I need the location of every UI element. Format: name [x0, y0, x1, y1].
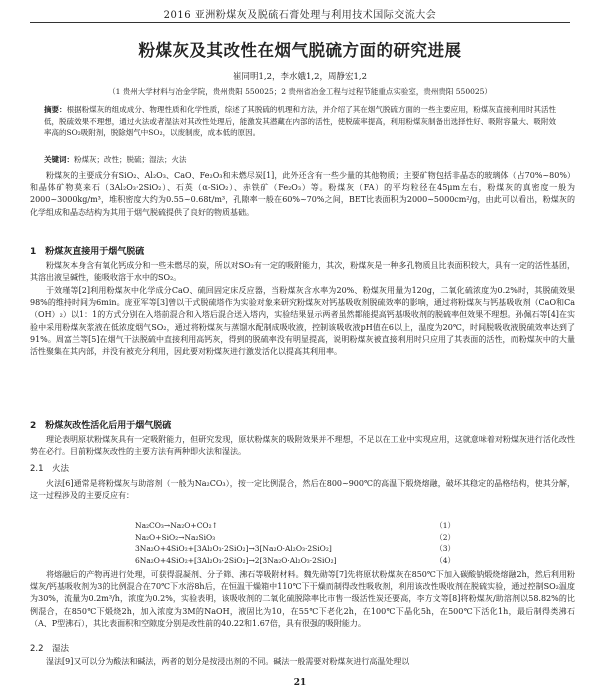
subsection-2-2-heading: 2.2 湿法 [30, 644, 70, 654]
equation: Na₂O+SiO₂→Na₂SiO₃ [135, 532, 216, 542]
equation-row [135, 543, 455, 555]
abstract [44, 104, 556, 139]
equation-number: （1） [435, 521, 455, 531]
equation-number: （4） [435, 556, 455, 566]
section-1-heading: 1 粉煤灰直接用于烟气脱硫 [30, 247, 145, 257]
equation-row [135, 520, 455, 532]
subsection-2-1-heading: 2.1 火法 [30, 464, 70, 474]
section-1-paragraph-2: 于效瑾等[2]利用粉煤灰中化学成分CaO、硫回固定床反应器，当粉煤灰含水率为20%、粉煤灰用量为120g，二氧化硫浓度为0.2%时，其脱硫效果98%的维持时间为6min。庞亚军等[3]曾以干式脱硫塔作为实验对象来研究粉煤灰对钙基吸收剂脱硫效率的影响，通过将粉煤灰与钙基吸收剂（CaO和Ca（OH）₂）以1：1的方式分别在入塔前混合和入塔后混合送入塔内，实验结果显示两者虽然都能提高钙基吸收剂的脱硫率但效果不理想。孙佩石等[4]在实验中采用粉煤灰浆液在低浓度烟气SO₂，通过将粉煤灰与蒸馏水配制成吸收液，控制该吸收液pH值在6以上，温度为20℃，时间脱吸收液脱硫效率达到了91%。周富兰等[5]在烟气干法脱硫中直接利用高钙灰，得到的脱硫率没有明显提高，说明粉煤灰被直接利用时只应用了其表面的活性，而粉煤灰中的大量活性聚集在其内部，并没有被充分利用，因此要对粉煤灰进行激发活化以提高其利用率。 [30, 286, 575, 357]
keywords-text: 粉煤灰；改性；脱硫；湿法；火法 [74, 155, 187, 164]
section-2-paragraph-1: 理论表明原状粉煤灰具有一定吸附能力，但研究发现，原状粉煤灰的吸附效果并不理想，不足以在工业中实现应用，这就意味着对粉煤灰进行活化改性势在必行。目前粉煤灰改性的主要方法有两种即火法和湿法。 [30, 435, 575, 457]
abstract-text: 根据粉煤灰的组成成分、物理性质和化学性质，综述了其脱硫的机理和方法，并介绍了其在烟气脱硫方面的一些主要应用，粉煤灰直接利用时其活性低，脱硫效果不理想，通过火法或者湿法对其改性处理后，能激发其潜藏在内部的活性，使脱硫率提高，利用粉煤灰制备出选择性好、吸附容量大、吸附效率高的SO₂吸附剂，脱除烟气中SO₂，以废制废，成本低的原因。 [44, 105, 557, 137]
paper-title: 粉煤灰及其改性在烟气脱硫方面的研究进展 [138, 41, 462, 60]
keywords [44, 154, 556, 165]
equation-row [135, 555, 455, 567]
section-2-heading: 2 粉煤灰改性活化后用于烟气脱硫 [30, 421, 172, 431]
intro-paragraph: 粉煤灰的主要成分有SiO₂、Al₂O₃、CaO、Fe₂O₃和未燃尽炭[1]，此外还含有一些少量的其他物质；主要矿物包括非晶态的玻璃体（占70%~80%）和晶体矿物莫来石（3Al₂O₃·2SiO₂）、石英（α-SiO₂）、赤铁矿（Fe₂O₃）等。粉煤灰（FA）的平均粒径在45μm左右，粉煤灰的真密度一般为2000~3000kg/m³，堆积密度大约为0.55~0.68t/m³，孔隙率一般在60%~70%之间，BET比表面积为2000~5000cm²/g，由此可以看出，粉煤灰的化学组成和晶态结构为其用于烟气脱硫提供了良好的物质基础。 [30, 171, 575, 217]
equation-number: （2） [435, 532, 455, 542]
subsection-2-2-paragraph-1: 湿法[9]又可以分为酸法和碱法，两者的划分是按浸出剂的不同。碱法一般需要对粉煤灰进行高温处理以 [46, 657, 410, 666]
equation-row [135, 532, 455, 544]
keywords-label: 关键词： [44, 155, 74, 164]
page-number: 21 [293, 678, 307, 688]
subsection-2-1-paragraph-2: 将熔融后的产物再进行处理，可获得混凝剂、分子筛、沸石等吸附材料。魏先勋等[7]先将原状粉煤灰在850℃下加入碳酸钠煅烧熔融2h，然后利用粉煤灰/钙基吸收剂为3的比例混合在70℃下水浴8h后，在恒温干燥箱中110℃下干燥而制得改性吸收剂，利用该改性吸收剂在脱硫实验，通过控制SO₂温度为30%，流量为0.2m³/h，浓度为0.2%，实验表明，该吸收剂的二氧化硫脱除率比市售一级活性炭还要高，李方文等[8]将粉煤灰/助溶剂以58.82%的比例混合，在850℃下煅烧2h，加入浓度为3M的NaOH，液固比为10，在55℃下老化2h，在100℃下晶化5h，在500℃下活化1h，最后制得类沸石（A、P型沸石），其比表面积和空隙度分别是改性前的40.22和1.67倍，具有很强的吸附能力。 [30, 570, 575, 628]
affiliation: （1 贵州大学材料与冶金学院，贵州贵阳 550025；2 贵州省冶金工程与过程节能重点实验室，贵州贵阳 550025） [108, 87, 492, 96]
subsection-2-1-paragraph-1: 火法[6]通常是将粉煤灰与助溶剂（一般为Na₂CO₃），按一定比例混合，然后在800~900℃的高温下煅烧熔融，破坏其稳定的晶格结构，使其分解，这一过程涉及的主要反应有： [30, 479, 575, 501]
equation: 3Na₂O+4SiO₂+[3Al₂O₃·2SiO₂]→3[Na₂O·Al₂O₃·2SiO₂] [135, 544, 332, 554]
header-rule [30, 22, 570, 23]
equation: 6Na₂O+4SiO₂+[3Al₂O₃·2SiO₂]→2[3Na₂O·Al₂O₃·2SiO₂] [135, 556, 337, 566]
running-header: 2016 亚洲粉煤灰及脱硫石膏处理与利用技术国际交流大会 [163, 10, 437, 21]
authors: 崔同明1,2，李水娥1,2，周静宏1,2 [232, 72, 368, 82]
abstract-label: 摘要： [44, 105, 67, 114]
equation-number: （3） [435, 544, 455, 554]
section-1-paragraph-1: 粉煤灰本身含有氧化钙成分和一些未燃尽的炭，所以对SO₂有一定的吸附能力，其次，粉煤灰是一种多孔物质且比表面积较大，具有一定的活性基团，其溶出液呈碱性，能吸收溶于水中的SO₂。 [30, 261, 575, 283]
equation-list [135, 520, 455, 566]
equation: Na₂CO₃→Na₂O+CO₂↑ [135, 521, 218, 531]
